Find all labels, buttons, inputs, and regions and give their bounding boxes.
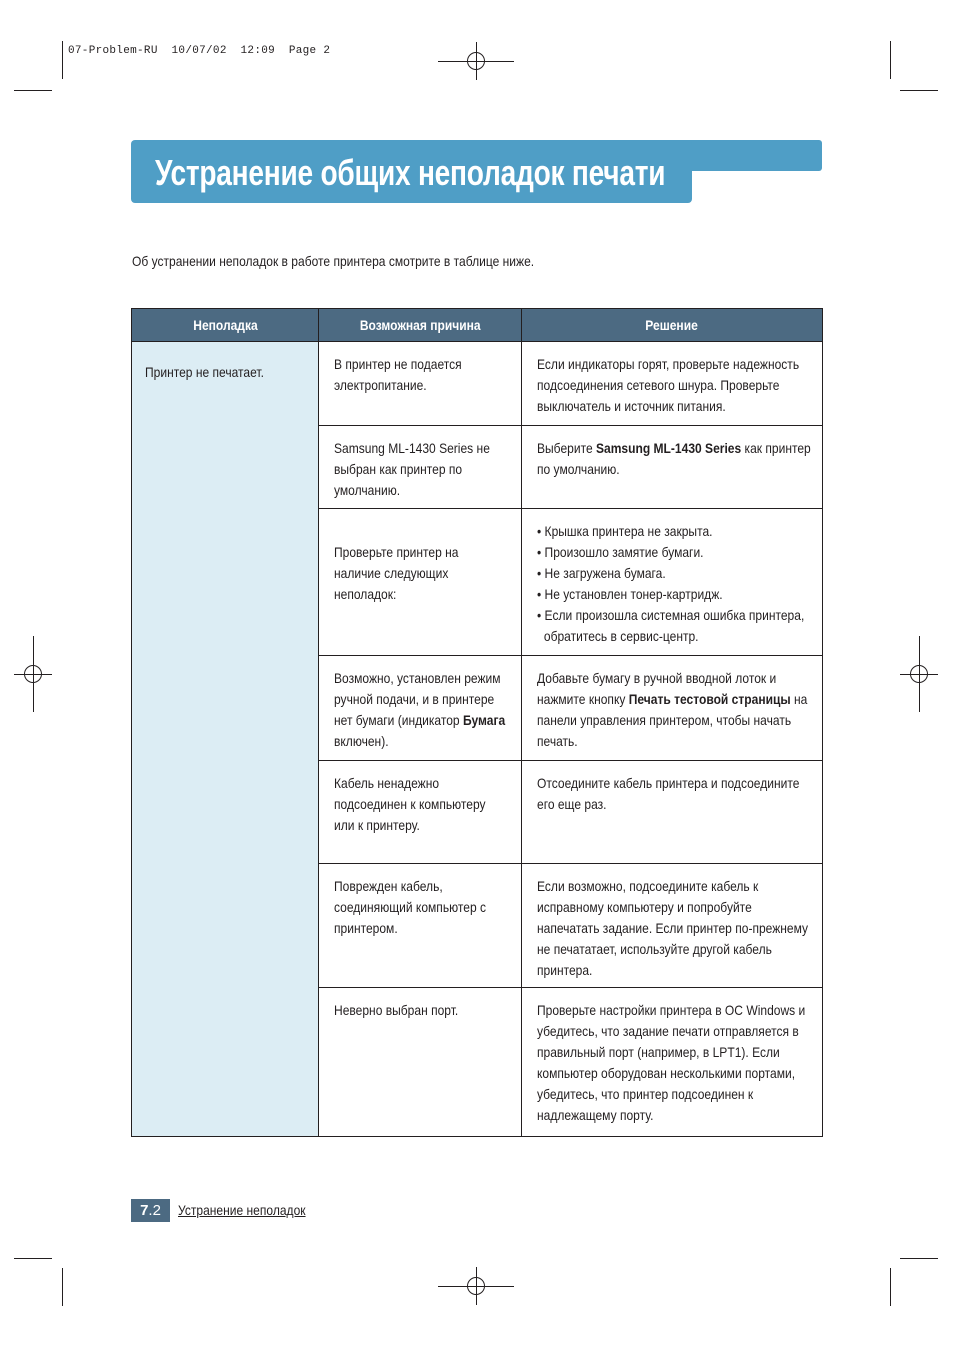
registration-circle <box>24 665 42 683</box>
cause-line: Samsung ML-1430 Series не <box>334 440 490 456</box>
bullet-item: обратитесь в сервис-центр. <box>543 628 699 644</box>
cause-line: наличие следующих <box>334 565 449 581</box>
solution-line: Отсоедините кабель принтера и подсоедините <box>537 775 800 791</box>
footer-section-link[interactable]: Устранение неполадок <box>178 1202 306 1218</box>
solution-line: принтера. <box>537 962 593 978</box>
cause-cell <box>319 426 522 509</box>
solution-line: компьютер оборудован несколькими портами, <box>537 1065 796 1081</box>
solution-line: его еще раз. <box>537 796 607 812</box>
solution-cell <box>522 342 823 426</box>
solution-line: нажмите кнопку Печать тестовой страницы на <box>537 691 808 707</box>
crop-mark <box>890 1268 891 1306</box>
cause-line: Неверно выбран порт. <box>334 1002 459 1018</box>
solution-line: Добавьте бумагу в ручной вводной лоток и <box>537 670 777 686</box>
header-cause: Возможная причина <box>319 309 522 342</box>
solution-cell <box>522 509 823 656</box>
cause-line: Возможно, установлен режим <box>334 670 501 686</box>
solution-line: убедитесь, что задание печати отправляется в <box>537 1023 799 1039</box>
solution-line: надлежащему порту. <box>537 1107 654 1123</box>
troubleshooting-table <box>131 308 823 1137</box>
registration-circle <box>910 665 928 683</box>
solution-cell <box>522 864 823 988</box>
cause-cell <box>319 509 522 656</box>
cause-line: подсоединен к компьютеру <box>334 796 486 812</box>
cause-line: неполадок: <box>334 586 397 602</box>
test-page-button-bold: Печать тестовой страницы <box>628 691 791 707</box>
cause-line: В принтер не подается <box>334 356 462 372</box>
cause-line: электропитание. <box>334 377 427 393</box>
solution-line: панели управления принтером, чтобы начать <box>537 712 792 728</box>
solution-line: подсоединения сетевого шнура. Проверьте <box>537 377 780 393</box>
cause-cell <box>319 988 522 1137</box>
bullet-item: • Не загружена бумага. <box>537 565 666 581</box>
crop-mark <box>14 1258 52 1259</box>
print-slug: 07-Problem-RU 10/07/02 12:09 Page 2 <box>68 45 331 57</box>
cause-line: Проверьте принтер на <box>334 544 459 560</box>
crop-mark <box>62 41 63 79</box>
solution-line: Если возможно, подсоедините кабель к <box>537 878 759 894</box>
cause-cell <box>319 656 522 761</box>
cause-line: соединяющий компьютер с <box>334 899 487 915</box>
solution-cell <box>522 656 823 761</box>
cause-line: включен). <box>334 733 389 749</box>
bullet-item: • Если произошла системная ошибка принтера, <box>537 607 805 623</box>
solution-line: напечатать задание. Если принтер по-прежнему <box>537 920 809 936</box>
cause-line: нет бумаги (индикатор Бумага <box>334 712 506 728</box>
problem-text: Принтер не печатает. <box>145 364 264 380</box>
bullet-item: • Не установлен тонер-картридж. <box>537 586 723 602</box>
solution-cell <box>522 761 823 864</box>
problem-cell <box>132 342 319 1137</box>
solution-cell <box>522 988 823 1137</box>
solution-line: Если индикаторы горят, проверьте надежность <box>537 356 800 372</box>
solution-line: печать. <box>537 733 578 749</box>
intro-text: Об устранении неполадок в работе принтера смотрите в таблице ниже. <box>132 253 535 269</box>
solution-line: правильный порт (например, в LPT1). Если <box>537 1044 780 1060</box>
solution-line: по умолчанию. <box>537 461 620 477</box>
cause-cell <box>319 864 522 988</box>
cause-line: Поврежден кабель, <box>334 878 443 894</box>
solution-line: Проверьте настройки принтера в ОС Windows и <box>537 1002 806 1018</box>
cause-cell <box>319 342 522 426</box>
page-number: .2 <box>148 1202 161 1219</box>
registration-circle <box>467 1277 485 1295</box>
paper-indicator-bold: Бумага <box>462 712 506 728</box>
header-solution: Решение <box>522 309 823 342</box>
cause-line: принтером. <box>334 920 398 936</box>
bullet-item: • Произошло замятие бумаги. <box>537 544 704 560</box>
solution-line: исправному компьютеру и попробуйте <box>537 899 752 915</box>
solution-line: не печататает, используйте другой кабель <box>537 941 772 957</box>
cause-line: Кабель ненадежно <box>334 775 440 791</box>
solution-line: убедитесь, что принтер подсоединен к <box>537 1086 754 1102</box>
solution-line: Выберите Samsung ML-1430 Series как принтер <box>537 440 811 456</box>
header-problem: Неполадка <box>132 309 319 342</box>
registration-circle <box>467 52 485 70</box>
table-row <box>132 342 823 426</box>
cause-line: выбран как принтер по <box>334 461 463 477</box>
page-number-badge <box>131 1199 170 1222</box>
crop-mark <box>14 90 52 91</box>
printer-name-bold: Samsung ML-1430 Series <box>595 440 742 456</box>
cause-line: или к принтеру. <box>334 817 420 833</box>
solution-line: выключатель и источник питания. <box>537 398 726 414</box>
solution-cell <box>522 426 823 509</box>
bullet-item: • Крышка принтера не закрыта. <box>537 523 713 539</box>
crop-mark <box>900 1258 938 1259</box>
cause-cell <box>319 761 522 864</box>
crop-mark <box>890 41 891 79</box>
crop-mark <box>62 1268 63 1306</box>
cause-line: умолчанию. <box>334 482 401 498</box>
page-title: Устранение общих неполадок печати <box>155 152 666 193</box>
table-header-row <box>132 309 823 342</box>
chapter-number: 7 <box>140 1202 149 1219</box>
crop-mark <box>900 90 938 91</box>
cause-line: ручной подачи, и в принтере <box>334 691 495 707</box>
